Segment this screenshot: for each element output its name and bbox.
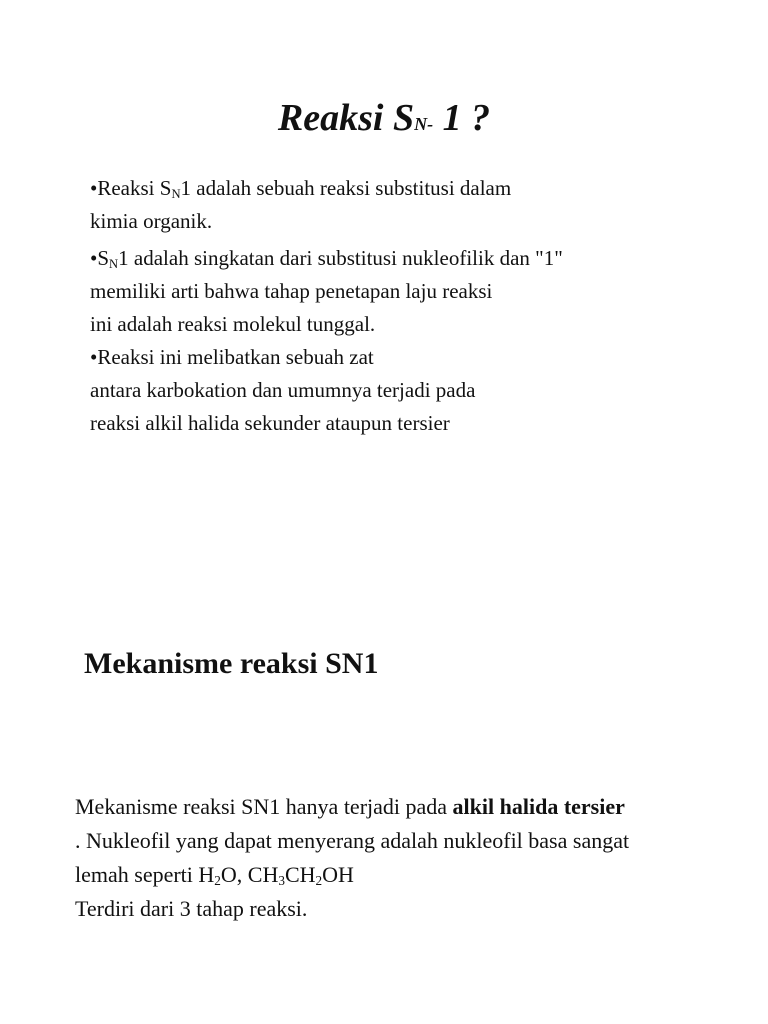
title-rest: 1 ? bbox=[433, 97, 491, 139]
slide-title bbox=[0, 94, 768, 148]
para-line-1-bold: alkil halida tersier bbox=[452, 794, 625, 819]
para-line-1 bbox=[75, 790, 755, 824]
section-heading: Mekanisme reaksi SN1 bbox=[84, 647, 379, 680]
para-line-1-text: Mekanisme reaksi SN1 hanya terjadi pada bbox=[75, 794, 453, 819]
bullet-1-prefix: •Reaksi S bbox=[90, 176, 172, 200]
para-line-2: . Nukleofil yang dapat menyerang adalah nukleofil basa sangat bbox=[75, 828, 630, 853]
bullet-2-line-2: memiliki arti bahwa tahap penetapan laju reaksi bbox=[90, 279, 493, 303]
bullet-3-line-2: antara karbokation dan umumnya terjadi pada bbox=[90, 378, 476, 402]
formula-text-a: lemah seperti H bbox=[75, 862, 215, 887]
bullet-2-rest: 1 adalah singkatan dari substitusi nukleofilik dan "1" bbox=[118, 246, 563, 270]
bullet-3-line-1: •Reaksi ini melibatkan sebuah zat bbox=[90, 345, 374, 369]
bullet-2-prefix: •S bbox=[90, 246, 110, 270]
formula-text-c: CH bbox=[284, 862, 316, 887]
bullet-1-subscript: N bbox=[171, 187, 181, 201]
bullet-1-rest: 1 adalah sebuah reaksi substitusi dalam bbox=[180, 176, 512, 200]
para-line-3 bbox=[75, 858, 755, 892]
title-subscript: N- bbox=[414, 114, 434, 134]
formula-subscript-3: 2 bbox=[315, 873, 323, 888]
mechanism-paragraph bbox=[75, 790, 755, 926]
bullet-3-line-3: reaksi alkil halida sekunder ataupun tersier bbox=[90, 411, 450, 435]
formula-subscript-1: 2 bbox=[214, 873, 221, 888]
formula-subscript-2: 3 bbox=[278, 873, 285, 888]
bullet-2-line-1 bbox=[90, 242, 730, 275]
bullet-1-line-1 bbox=[90, 172, 730, 205]
bullet-1-line-2: kimia organik. bbox=[90, 209, 213, 233]
formula-text-d: OH bbox=[322, 862, 354, 887]
formula-text-b: O, CH bbox=[220, 862, 279, 887]
title-main: Reaksi S bbox=[277, 97, 415, 139]
bullet-list bbox=[90, 172, 730, 440]
para-line-4: Terdiri dari 3 tahap reaksi. bbox=[75, 896, 308, 921]
bullet-2-subscript: N bbox=[109, 257, 119, 271]
bullet-2-line-3: ini adalah reaksi molekul tunggal. bbox=[90, 312, 376, 336]
